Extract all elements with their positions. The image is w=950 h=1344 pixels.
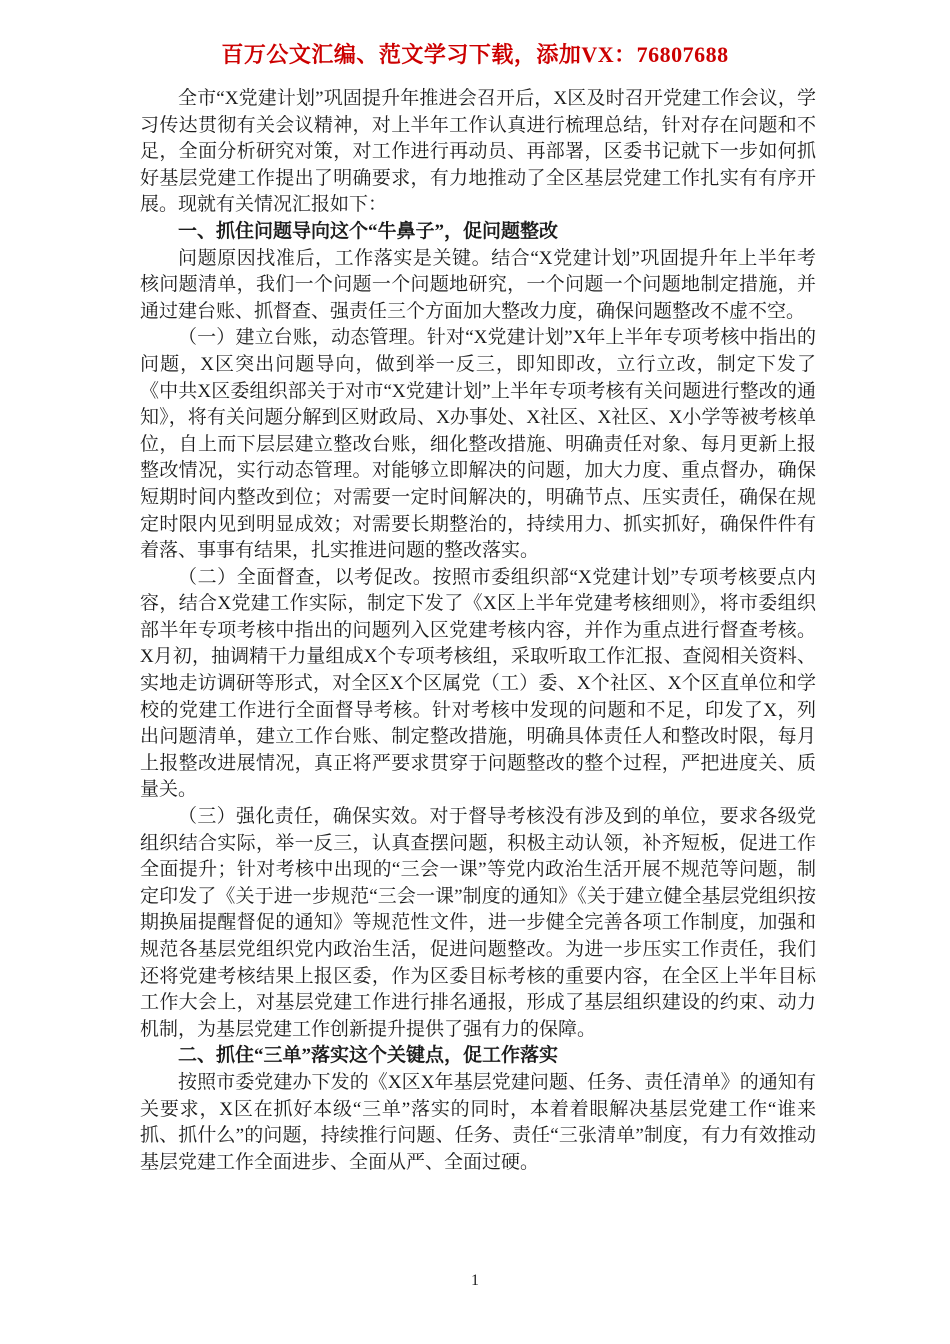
section1-point2-paragraph: （二）全面督查，以考促改。按照市委组织部“X党建计划”专项考核要点内容，结合X党建工作实际，制定下发了《X区上半年党建考核细则》，将市委组织部半年专项考核中指出的问题列入区党建考核内容，并作为重点进行督查考核。X月初，抽调精干力量组成X个专项考核组，采取听取工作汇报、查阅相关资料、实地走访调研等形式，对全区X个区属党（工）委、X个社区、X个区直单位和学校的党建工作进行全面督导考核。针对考核中发现的问题和不足，印发了X，列出问题清单，建立工作台账、制定整改措施，明确具体责任人和整改时限，每月上报整改进展情况，真正将严要求贯穿于问题整改的整个过程，严把进度关、质量关。 [140,566,816,801]
section-heading-1: 一、抓住问题导向这个“牛鼻子”，促问题整改 [178,220,559,242]
page-number: 1 [471,1272,479,1289]
promo-banner: 百万公文汇编、范文学习下载，添加VX：76807688 [221,42,729,67]
section1-overview-paragraph: 问题原因找准后，工作落实是关键。结合“X党建计划”巩固提升年上半年考核问题清单，我们一个问题一个问题地研究，一个问题一个问题地制定措施，并通过建台账、抓督查、强责任三个方面加大整改力度，确保问题整改不虚不空。 [140,247,816,322]
section-heading-2: 二、抓住“三单”落实这个关键点，促工作落实 [178,1045,559,1067]
section1-point3-paragraph: （三）强化责任，确保实效。对于督导考核没有涉及到的单位，要求各级党组织结合实际，举一反三，认真查摆问题，积极主动认领，补齐短板，促进工作全面提升；针对考核中出现的“三会一课”等党内政治生活开展不规范等问题，制定印发了《关于进一步规范“三会一课”制度的通知》《关于建立健全基层党组织按期换届提醒督促的通知》等规范性文件，进一步健全完善各项工作制度，加强和规范各基层党组织党内政治生活，促进问题整改。为进一步压实工作责任，我们还将党建考核结果上报区委，作为区委目标考核的重要内容，在全区上半年目标工作大会上，对基层党建工作进行排名通报，形成了基层组织建设的约束、动力机制，为基层党建工作创新提升提供了强有力的保障。 [140,806,816,1040]
intro-paragraph: 全市“X党建计划”巩固提升年推进会召开后，X区及时召开党建工作会议，学习传达贯彻有关会议精神，对上半年工作认真进行梳理总结，针对存在问题和不足，全面分析研究对策，对工作进行再动员、再部署，区委书记就下一步如何抓好基层党建工作提出了明确要求，有力地推动了全区基层党建工作扎实有有序开展。现就有关情况汇报如下： [140,88,816,216]
section2-overview-paragraph: 按照市委党建办下发的《X区X年基层党建问题、任务、责任清单》的通知有关要求，X区在抓好本级“三单”落实的同时，本着着眼解决基层党建工作“谁来抓、抓什么”的问题，持续推行问题、任务、责任“三张清单”制度，有力有效推动基层党建工作全面进步、全面从严、全面过硬。 [140,1071,816,1173]
document-body [140,86,816,1176]
section1-point1-paragraph: （一）建立台账，动态管理。针对“X党建计划”X年上半年专项考核中指出的问题，X区突出问题导向，做到举一反三，即知即改，立行立改，制定下发了《中共X区委组织部关于对市“X党建计划”上半年专项考核有关问题进行整改的通知》，将有关问题分解到区财政局、X办事处、X社区、X社区、X小学等被考核单位，自上而下层层建立整改台账，细化整改措施、明确责任对象、每月更新上报整改情况，实行动态管理。对能够立即解决的问题，加大力度、重点督办，确保短期时间内整改到位；对需要一定时间解决的，明确节点、压实责任，确保在规定时限内见到明显成效；对需要长期整治的，持续用力、抓实抓好，确保件件有着落、事事有结果，扎实推进问题的整改落实。 [140,327,816,562]
